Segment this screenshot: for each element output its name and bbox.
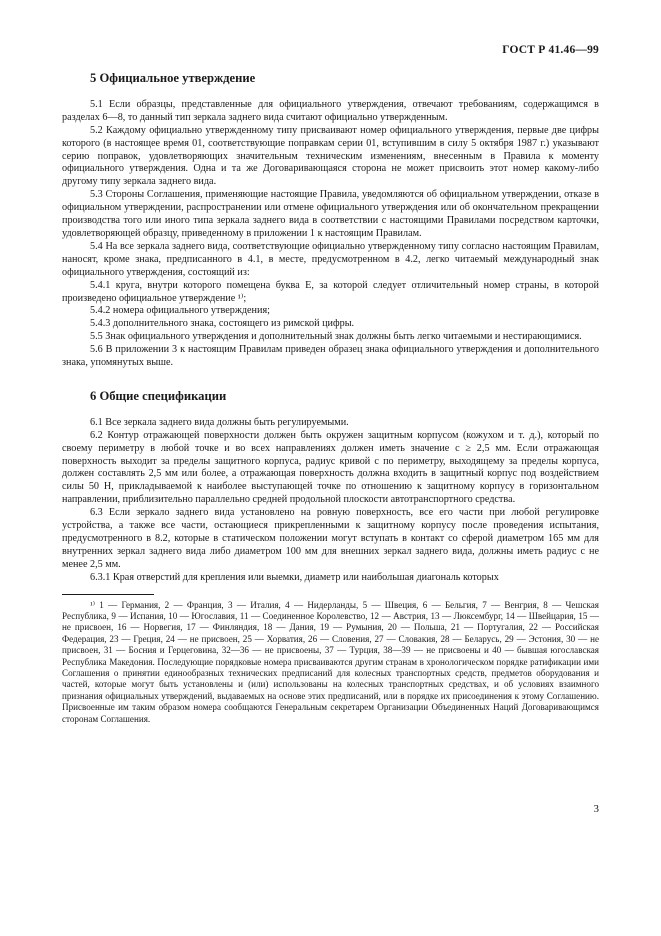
paragraph-6-1: 6.1 Все зеркала заднего вида должны быть регулируемыми. bbox=[90, 416, 349, 428]
paragraph-5-4-3: 5.4.3 дополнительного знака, состоящего из римской цифры. bbox=[90, 318, 355, 330]
section-6-content bbox=[62, 417, 599, 585]
paragraph-5-4: 5.4 На все зеркала заднего вида, соответствующие официально утвержденному типу согласно настоящим Правилам, наносят, кроме знака, предписанного в 4.1, в месте, предусмотренном в 4.2, легко читаемый международный знак официального утверждения, состоящий из: bbox=[62, 240, 599, 278]
page-number: 3 bbox=[593, 803, 599, 815]
section-6-heading: 6 Общие спецификации bbox=[90, 388, 227, 403]
paragraph-6-2: 6.2 Контур отражающей поверхности должен быть окружен защитным корпусом (кожухом и т. д.), который по своему периметру в любой точке и во всех направлениях должен иметь значение c ≥ 2,5 мм. Если отражающая поверхность выходит за пределы защитного корпуса, радиус кривой c по периметру, выходящему за пределы корпуса, должен составлять 2,5 мм или более, а отражающая поверхность должна входить в защитный корпус под воздействием силы 50 Н, прикладываемой к наиболее выступающей точке по отношению к защитному корпусу в горизонтальном направлении, приблизительно параллельно средней продольной плоскости автотранспортного средства. bbox=[62, 429, 599, 506]
paragraph-5-1: 5.1 Если образцы, представленные для официального утверждения, отвечают требованиям, содержащимся в разделах 6—8, то данный тип зеркала заднего вида считают официально утвержденным. bbox=[62, 98, 599, 123]
document-header-id: ГОСТ Р 41.46—99 bbox=[502, 44, 599, 56]
paragraph-5-3: 5.3 Стороны Соглашения, применяющие настоящие Правила, уведомляются об официальном утверждении, отказе в официальном утверждении, распространении или отмене официального утверждения или об окончательном прекращении производства того или иного типа зеркала заднего вида в соответствии с настоящими Правилами посредством карточки, удовлетворяющей образцу, приведенному в приложении 1 к настоящим Правилам. bbox=[62, 189, 599, 239]
document-body bbox=[62, 66, 599, 725]
footnote-divider bbox=[62, 594, 154, 595]
footnote: ¹⁾ 1 — Германия, 2 — Франция, 3 — Италия, 4 — Нидерланды, 5 — Швеция, 6 — Бельгия, 7 — Венгрия, 8 — Чешская Республика, 9 — Испания, 10 — Югославия, 11 — Соединенное Королевство, 12 — Австрия, 13 — Люксембург, 14 — Швейцария, 15 — не присвоен, 16 — Норвегия, 17 — Финляндия, 18 — Дания, 19 — Румыния, 20 — Польша, 21 — Португалия, 22 — Российская Федерация, 23 — Греция, 24 — не присвоен, 25 — Хорватия, 26 — Словения, 27 — Словакия, 28 — Беларусь, 29 — Эстония, 30 — не присвоен, 31 — Босния и Герцеговина, 32—36 — не присвоены, 37 — Турция, 38—39 — не присвоены и 40 — бывшая югославская Республика Македония. Последующие порядковые номера присваиваются другим странам в хронологическом порядке ратификации ими Соглашения о принятии единообразных технических предписаний для колесных транспортных средств, предметов оборудования и частей, которые могут быть установлены и (или) использованы на колесных транспортных средствах, и об условиях взаимного признания официальных утверждений, выдаваемых на основе этих предписаний, или в порядке их присоединения к этому Соглашению. Присвоенные им таким образом номера сообщаются Генеральным секретарем Организации Объединенных Наций Договаривающимся сторонам Соглашения. bbox=[62, 599, 599, 724]
paragraph-5-6: 5.6 В приложении 3 к настоящим Правилам приведен образец знака официального утверждения и дополнительного знака, упомянутых выше. bbox=[62, 344, 599, 369]
paragraph-6-3: 6.3 Если зеркало заднего вида установлено на ровную поверхность, все его части при любой регулировке устройства, а также все части, остающиеся прикрепленными к защитному корпусу после проведения испытания, предусмотренного в 8.2, которые в статическом положении могут вступать в контакт со сферой диаметром 165 мм для внутренних зеркал заднего вида либо диаметром 100 мм для внешних зеркал заднего вида, должны иметь радиус c не менее 2,5 мм. bbox=[62, 507, 599, 570]
paragraph-5-2: 5.2 Каждому официально утвержденному типу присваивают номер официального утверждения, первые две цифры которого (в настоящее время 01, соответствующие поправкам серии 01, вступившим в силу 5 октября 1987 г.) указывают серию поправок, удовлетворяющих значительным техническим изменениям, внесенным в Правила к моменту официального утверждения. Одна и та же Договаривающаяся сторона не может присвоить этот номер какому-либо другому типу зеркала заднего вида. bbox=[62, 124, 599, 188]
paragraph-5-4-2: 5.4.2 номера официального утверждения; bbox=[90, 305, 270, 317]
section-5-content bbox=[62, 99, 599, 370]
paragraph-5-5: 5.5 Знак официального утверждения и дополнительный знак должны быть легко читаемыми и нестирающимися. bbox=[90, 331, 582, 343]
section-5-heading: 5 Официальное утверждение bbox=[90, 71, 256, 85]
paragraph-6-3-1: 6.3.1 Края отверстий для крепления или выемки, диаметр или наибольшая диагональ которых bbox=[90, 571, 499, 583]
paragraph-5-4-1: 5.4.1 круга, внутри которого помещена буква Е, за которой следует отличительный номер страны, в которой произведено официальное утверждение ¹⁾; bbox=[62, 279, 599, 304]
